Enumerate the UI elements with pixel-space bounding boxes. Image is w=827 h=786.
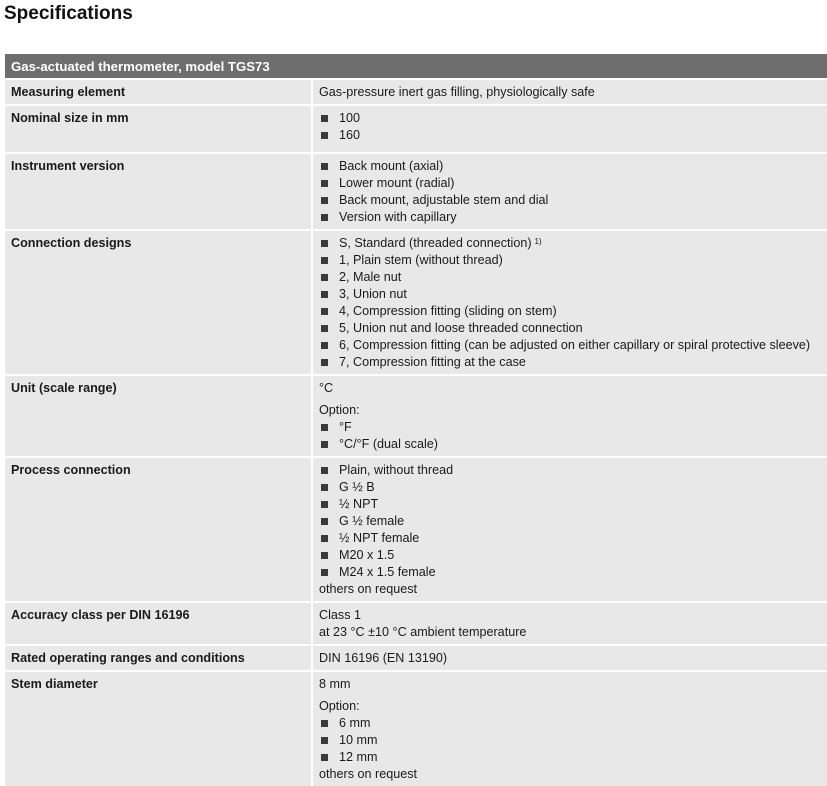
accuracy-condition: at 23 °C ±10 °C ambient temperature — [319, 625, 527, 639]
footnote-marker: 1) — [534, 237, 542, 246]
bullet-square-icon — [321, 484, 328, 491]
list-item: 1, Plain stem (without thread) — [319, 252, 821, 269]
option-label: Option: — [319, 403, 360, 417]
list-item: ½ NPT female — [319, 530, 821, 547]
stem-value: 8 mm — [319, 677, 351, 691]
list-item: 100 — [319, 110, 821, 127]
row-unit — [5, 375, 827, 457]
bullet-square-icon — [321, 552, 328, 559]
row-stem-diameter — [5, 671, 827, 786]
specifications-table — [5, 54, 827, 786]
row-label: Accuracy class per DIN 16196 — [5, 602, 312, 645]
bullet-square-icon — [321, 257, 328, 264]
row-label: Measuring element — [5, 79, 312, 105]
table-header-row — [5, 54, 827, 79]
bullet-square-icon — [321, 214, 328, 221]
list-item: Back mount (axial) — [319, 158, 821, 175]
row-rated-operating-ranges — [5, 645, 827, 671]
bullet-square-icon — [321, 308, 328, 315]
list-item: 2, Male nut — [319, 269, 821, 286]
list-item: 7, Compression fitting at the case — [319, 354, 821, 371]
row-value — [312, 375, 827, 457]
bullet-square-icon — [321, 518, 328, 525]
bullet-square-icon — [321, 291, 328, 298]
row-value — [312, 230, 827, 375]
list-item: 10 mm — [319, 732, 821, 749]
list-item: 4, Compression fitting (sliding on stem) — [319, 303, 821, 320]
row-label: Stem diameter — [5, 671, 312, 786]
list-item: Plain, without thread — [319, 462, 821, 479]
bullet-square-icon — [321, 325, 328, 332]
note-text: others on request — [319, 767, 418, 781]
option-label: Option: — [319, 699, 360, 713]
list-item: Back mount, adjustable stem and dial — [319, 192, 821, 209]
row-value — [312, 153, 827, 230]
bullet-square-icon — [321, 274, 328, 281]
row-instrument-version — [5, 153, 827, 230]
bullet-square-icon — [321, 501, 328, 508]
bullet-square-icon — [321, 424, 328, 431]
bullet-square-icon — [321, 197, 328, 204]
row-value — [312, 671, 827, 786]
note-text: others on request — [319, 582, 418, 596]
row-nominal-size — [5, 105, 827, 153]
page-title: Specifications — [4, 3, 133, 24]
bullet-square-icon — [321, 240, 328, 247]
list-item: 6 mm — [319, 715, 821, 732]
table-header: Gas-actuated thermometer, model TGS73 — [5, 54, 827, 79]
row-process-connection — [5, 457, 827, 602]
row-value: Gas-pressure inert gas filling, physiologically safe — [312, 79, 827, 105]
list-item: Version with capillary — [319, 209, 821, 226]
unit-value: °C — [319, 381, 334, 395]
list-item: Lower mount (radial) — [319, 175, 821, 192]
row-label: Process connection — [5, 457, 312, 602]
row-measuring-element — [5, 79, 827, 105]
bullet-square-icon — [321, 342, 328, 349]
row-accuracy-class — [5, 602, 827, 645]
list-item: G ½ B — [319, 479, 821, 496]
list-item: 5, Union nut and loose threaded connection — [319, 320, 821, 337]
row-label: Rated operating ranges and conditions — [5, 645, 312, 671]
list-item: 160 — [319, 127, 821, 144]
list-item: 6, Compression fitting (can be adjusted on either capillary or spiral protective sleeve) — [319, 337, 821, 354]
bullet-square-icon — [321, 737, 328, 744]
list-item: °F — [319, 419, 821, 436]
bullet-square-icon — [321, 754, 328, 761]
list-item: °C/°F (dual scale) — [319, 436, 821, 453]
list-item: G ½ female — [319, 513, 821, 530]
list-item: 12 mm — [319, 749, 821, 766]
bullet-square-icon — [321, 132, 328, 139]
row-value: DIN 16196 (EN 13190) — [312, 645, 827, 671]
row-label: Instrument version — [5, 153, 312, 230]
list-item: 3, Union nut — [319, 286, 821, 303]
accuracy-class: Class 1 — [319, 608, 361, 622]
row-label: Nominal size in mm — [5, 105, 312, 153]
list-item: S, Standard (threaded connection) $^{1)}$ — [319, 235, 821, 252]
row-value — [312, 457, 827, 602]
bullet-square-icon — [321, 163, 328, 170]
list-item: M20 x 1.5 — [319, 547, 821, 564]
bullet-square-icon — [321, 180, 328, 187]
bullet-square-icon — [321, 720, 328, 727]
row-label: Connection designs — [5, 230, 312, 375]
row-connection-designs — [5, 230, 827, 375]
bullet-square-icon — [321, 467, 328, 474]
bullet-square-icon — [321, 441, 328, 448]
list-item: M24 x 1.5 female — [319, 564, 821, 581]
row-value — [312, 105, 827, 153]
row-value — [312, 602, 827, 645]
bullet-square-icon — [321, 569, 328, 576]
bullet-square-icon — [321, 535, 328, 542]
list-item: ½ NPT — [319, 496, 821, 513]
bullet-square-icon — [321, 359, 328, 366]
bullet-square-icon — [321, 115, 328, 122]
row-label: Unit (scale range) — [5, 375, 312, 457]
